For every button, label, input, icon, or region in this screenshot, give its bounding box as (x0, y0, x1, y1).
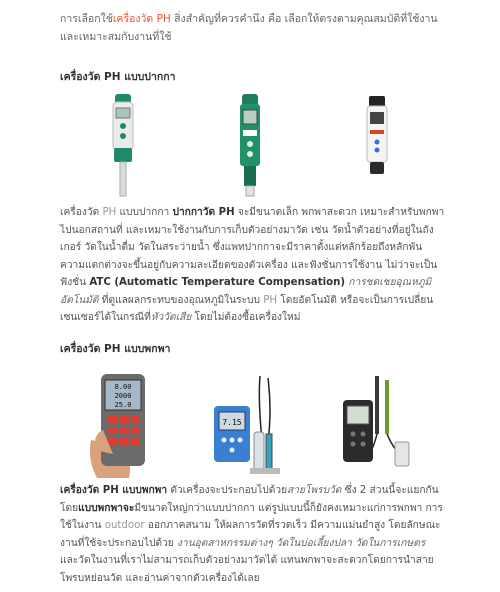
svg-text:25.0: 25.0 (114, 401, 132, 409)
ph-meter-link[interactable]: เครื่องวัด PH (112, 13, 171, 25)
svg-text:7.15: 7.15 (222, 418, 242, 427)
section-heading-portable: เครื่องวัด PH แบบพกพา (60, 343, 171, 355)
pen-meter-image-1 (103, 92, 143, 200)
section-heading-pen: เครื่องวัด PH แบบปากกา (60, 71, 176, 83)
portable-meter-image-3 (337, 370, 417, 480)
pen-meter-images (60, 90, 440, 200)
portable-meter-image-2 (210, 370, 290, 480)
portable-meter-keyword: เครื่องวัด PH แบบพกพา (60, 485, 168, 496)
pen-meter-keyword: ปากกาวัด PH (172, 207, 235, 218)
pen-meter-image-2 (230, 92, 270, 200)
intro-text: การเลือกใช้ (60, 13, 113, 25)
svg-text:2000: 2000 (114, 392, 132, 400)
pen-meter-image-3 (357, 92, 397, 200)
portable-meter-image-1 (83, 370, 163, 480)
portable-meter-description: เครื่องวัด PH แบบพกพา ตัวเครื่องจะประกอบไปด้วยสายโพรบวัด ซึ่ง 2 ส่วนนี้จะแยกกัน โดยแบบพกพาจะมีขนาดใหญ่กว่าแบบปากกา แต่รูปแบบนี้ก็ยังคงเหมาะแก่การพกพา การใช้ในงาน outdoor ออกภาคสนาม ให้ผลการวัดที่รวดเร็ว มีความแม่นยำสูง โดยลักษณะงานที่ใช้จะประกอบไปด้วย งานอุตสาหกรรมต่างๆ วัดในบ่อเลี้ยงปลา วัดในการเกษตร และวัดในงานที่เราไม่สามารถเก็บตัวอย่างมาวัดได้ แทนพกพาจะสะดวกโดยการนำสายโพรบหย่อนวัด และอ่านค่าจากตัวเครื่องได้เลย (60, 485, 443, 584)
pen-meter-description: เครื่องวัด PH แบบปากกา ปากกาวัด PH จะมีขนาดเล็ก พกพาสะดวก เหมาะสำหรับพกพาไปนอกสถานที่ และเหมาะใช้งานกับการเก็บตัวอย่างมาวัด เช่น วัดน้ำตัวอย่างที่อยู่ในถังเกอร์ วัดในน้ำดื่ม วัดในสระว่ายน้ำ ซึ่งแพทปากกาจะมีราคาตั้งแต่หลักร้อยถึงหลักพัน ความแตกต่างจะขึ้นอยู่กับความละเอียดของตัวเครื่อง และฟังชั่นการใช้งาน ไม่ว่าจะเป็นฟังชั่น ATC (Automatic Temperature Compensation) การชดเชยอุณหภูมิอัตโนมัติ ที่ดูแลผลกระทบของอุณหภูมิในระบบ PH โดยอัตโนมัติ หรือจะเป็นการเปลี่ยนเซนเซอร์ได้ในกรณีที่หัววัดเสีย โดยไม่ต้องซื้อเครื่องใหม่ (60, 207, 445, 323)
portable-meter-images (60, 368, 440, 480)
atc-keyword: ATC (Automatic Temperature Compensation) (89, 277, 346, 288)
intro-text-2: สิ่งสำคัญที่ควรคำนึง คือ เลือกให้ตรงตามคุณสมบัติที่ใช้งาน และเหมาะสมกับงานที่ใช้ (60, 13, 438, 43)
intro-paragraph (60, 10, 440, 46)
svg-text:8.00: 8.00 (114, 383, 132, 391)
